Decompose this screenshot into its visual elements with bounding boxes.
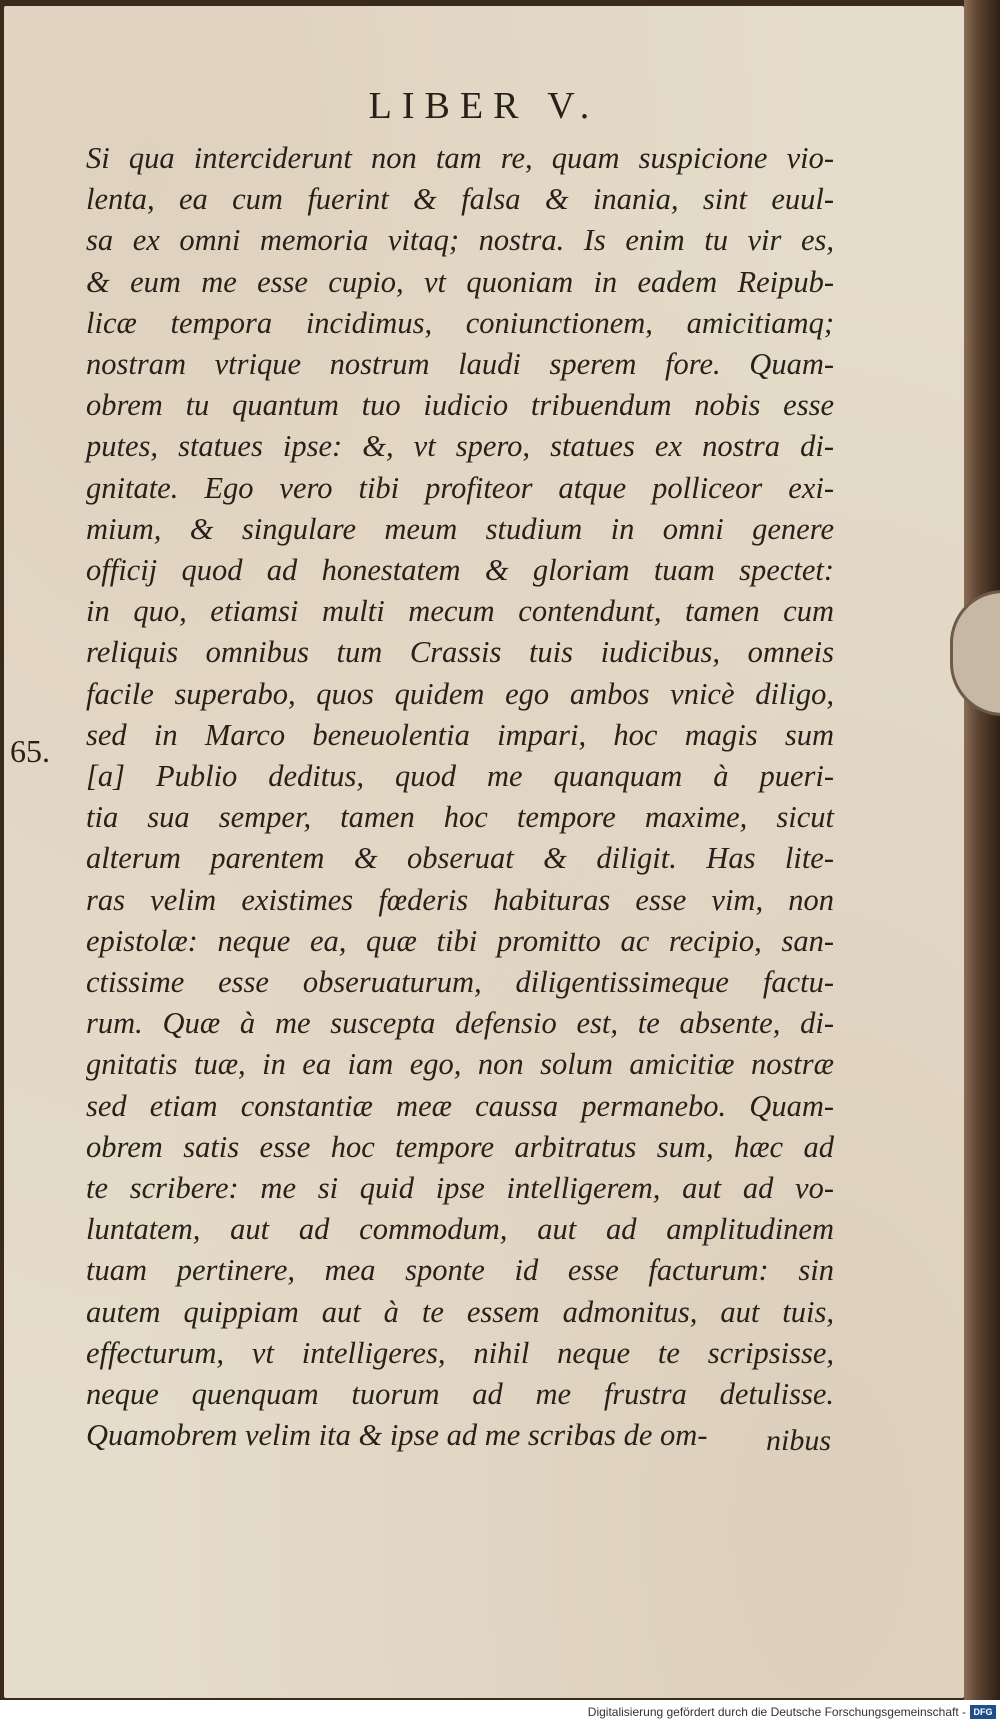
text-line: officij quod ad honestatem & gloriam tuam spectet: — [86, 553, 834, 588]
text-line: nostram vtrique nostrum laudi sperem fore. Quam- — [86, 347, 834, 382]
text-line: ras velim existimes fœderis habituras esse vim, non — [86, 882, 834, 917]
body-text — [86, 138, 834, 1457]
text-line: te scribere: me si quid ipse intelligerem, aut ad vo- — [86, 1171, 834, 1206]
text-line: autem quippiam aut à te essem admonitus, aut tuis, — [86, 1294, 834, 1329]
text-line: mium, & singulare meum studium in omni genere — [86, 511, 834, 546]
dfg-logo-icon: DFG — [970, 1705, 996, 1719]
text-line: effecturum, vt intelligeres, nihil neque te scripsisse, — [86, 1335, 834, 1370]
footer-bar — [0, 1700, 1000, 1726]
text-line: obrem satis esse hoc tempore arbitratus sum, hæc ad — [86, 1129, 834, 1164]
running-head: LIBER V. — [368, 85, 600, 127]
text-line: gnitatis tuæ, in ea iam ego, non solum amicitiæ nostræ — [86, 1047, 834, 1082]
margin-note: 65. — [10, 733, 50, 769]
text-line: putes, statues ipse: &, vt spero, statues ex nostra di- — [86, 429, 834, 464]
book-page — [4, 6, 964, 1698]
text-line: tia sua semper, tamen hoc tempore maxime, sicut — [86, 800, 834, 835]
text-line: licæ tempora incidimus, coniunctionem, amicitiamq; — [86, 305, 834, 340]
text-line: [a] Publio deditus, quod me quanquam à pueri- — [86, 759, 834, 794]
text-line: rum. Quæ à me suscepta defensio est, te absente, di- — [86, 1006, 834, 1041]
text-line: lenta, ea cum fuerint & falsa & inania, sint euul- — [86, 182, 834, 217]
text-line: alterum parentem & obseruat & diligit. Has lite- — [86, 841, 834, 876]
text-line: reliquis omnibus tum Crassis tuis iudicibus, omneis — [86, 635, 834, 670]
text-line: Quamobrem velim ita & ipse ad me scribas de om- — [86, 1418, 708, 1453]
text-line: luntatem, aut ad commodum, aut ad amplitudinem — [86, 1212, 834, 1247]
text-line: tuam pertinere, mea sponte id esse facturum: sin — [86, 1253, 834, 1288]
text-line: sed in Marco beneuolentia impari, hoc magis sum — [86, 717, 834, 752]
text-line: sed etiam constantiæ meæ caussa permanebo. Quam- — [86, 1088, 834, 1123]
text-line: neque quenquam tuorum ad me frustra detulisse. — [86, 1377, 834, 1412]
text-line: Si qua interciderunt non tam re, quam suspicione vio- — [86, 141, 834, 175]
text-line: gnitate. Ego vero tibi profiteor atque polliceor exi- — [86, 470, 834, 505]
text-line: facile superabo, quos quidem ego ambos vnicè diligo, — [86, 676, 834, 711]
funding-notice: Digitalisierung gefördert durch die Deutsche Forschungsgemeinschaft - — [587, 1705, 966, 1719]
text-line: epistolæ: neque ea, quæ tibi promitto ac recipio, san- — [86, 923, 834, 958]
text-line: & eum me esse cupio, vt quoniam in eadem Reipub- — [86, 264, 834, 299]
text-line: in quo, etiamsi multi mecum contendunt, tamen cum — [86, 594, 834, 629]
book-edge — [964, 0, 1000, 1700]
text-line: obrem tu quantum tuo iudicio tribuendum nobis esse — [86, 388, 834, 423]
catchword: nibus — [766, 1424, 832, 1457]
text-line: sa ex omni memoria vitaq; nostra. Is enim tu vir es, — [86, 223, 834, 258]
text-line: ctissime esse obseruaturum, diligentissimeque factu- — [86, 965, 834, 1000]
